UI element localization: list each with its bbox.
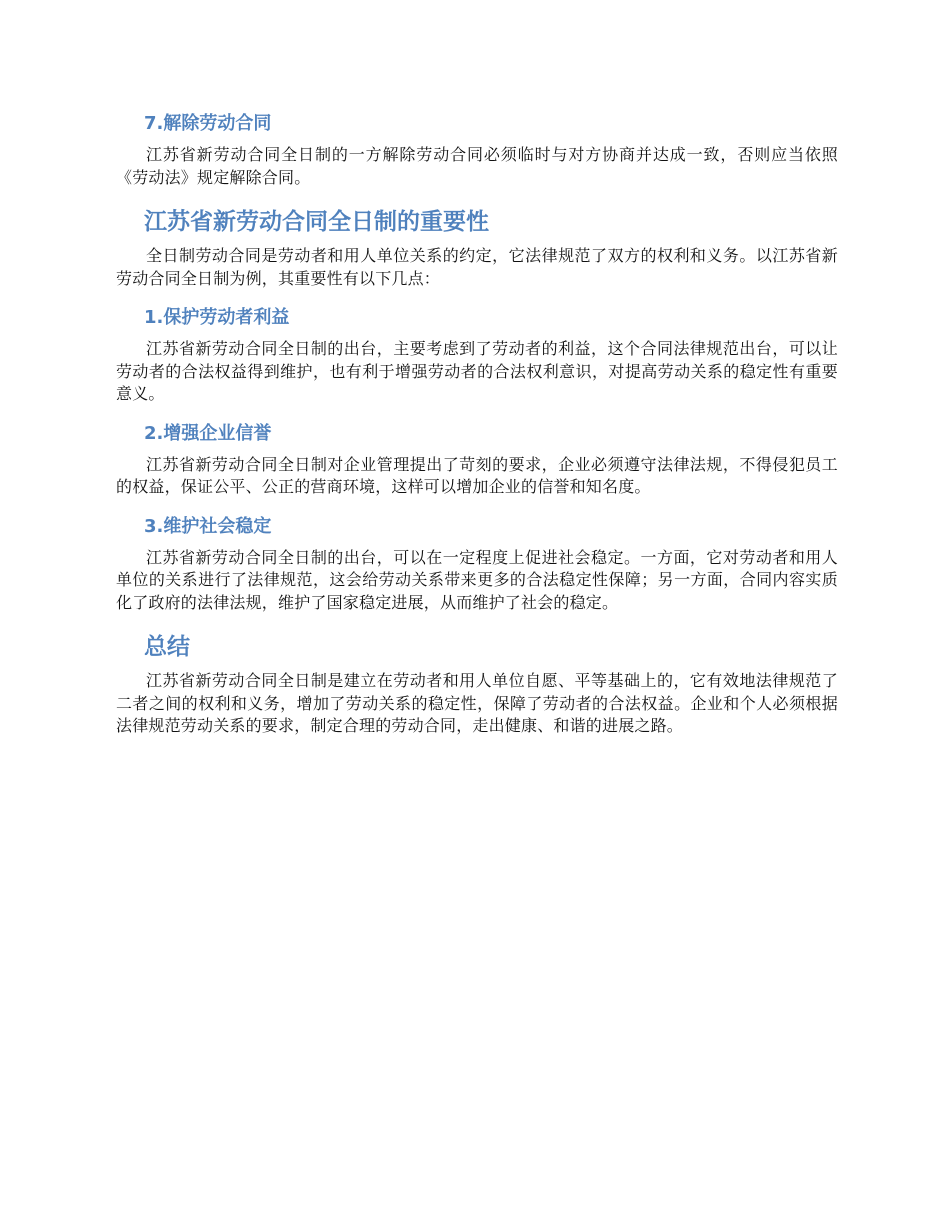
paragraph-social-stability: 江苏省新劳动合同全日制的出台，可以在一定程度上促进社会稳定。一方面，它对劳动者和用人单位的关系进行了法律规范，这会给劳动关系带来更多的合法稳定性保障；另一方面，合同内容实质化了政府的法律法规，维护了国家稳定进展，从而维护了社会的稳定。 bbox=[116, 547, 838, 612]
paragraph-importance-intro: 全日制劳动合同是劳动者和用人单位关系的约定，它法律规范了双方的权利和义务。以江苏省新劳动合同全日制为例，其重要性有以下几点： bbox=[116, 246, 838, 288]
section-heading-summary: 总结 bbox=[144, 634, 190, 660]
paragraph-summary: 江苏省新劳动合同全日制是建立在劳动者和用人单位自愿、平等基础上的，它有效地法律规范了二者之间的权利和义务，增加了劳动关系的稳定性，保障了劳动者的合法权益。企业和个人必须根据法律规范劳动关系的要求，制定合理的劳动合同，走出健康、和谐的进展之路。 bbox=[116, 671, 838, 735]
document-page bbox=[116, 106, 838, 748]
paragraph-enterprise-credibility: 江苏省新劳动合同全日制对企业管理提出了苛刻的要求，企业必须遵守法律法规，不得侵犯员工的权益，保证公平、公正的营商环境，这样可以增加企业的信誉和知名度。 bbox=[116, 454, 838, 496]
paragraph-protect-workers: 江苏省新劳动合同全日制的出台，主要考虑到了劳动者的利益，这个合同法律规范出台，可以让劳动者的合法权益得到维护，也有利于增强劳动者的合法权利意识，对提高劳动关系的稳定性有重要意义。 bbox=[116, 339, 838, 403]
section-heading-protect-workers: 1.保护劳动者利益 bbox=[144, 307, 290, 328]
section-heading-enterprise-credibility: 2.增强企业信誉 bbox=[144, 422, 272, 444]
section-heading-terminate-contract: 7.解除劳动合同 bbox=[144, 113, 272, 134]
section-heading-importance: 江苏省新劳动合同全日制的重要性 bbox=[144, 209, 489, 235]
section-heading-social-stability: 3.维护社会稳定 bbox=[144, 515, 272, 537]
paragraph-terminate-contract: 江苏省新劳动合同全日制的一方解除劳动合同必须临时与对方协商并达成一致，否则应当依照《劳动法》规定解除合同。 bbox=[116, 145, 838, 187]
